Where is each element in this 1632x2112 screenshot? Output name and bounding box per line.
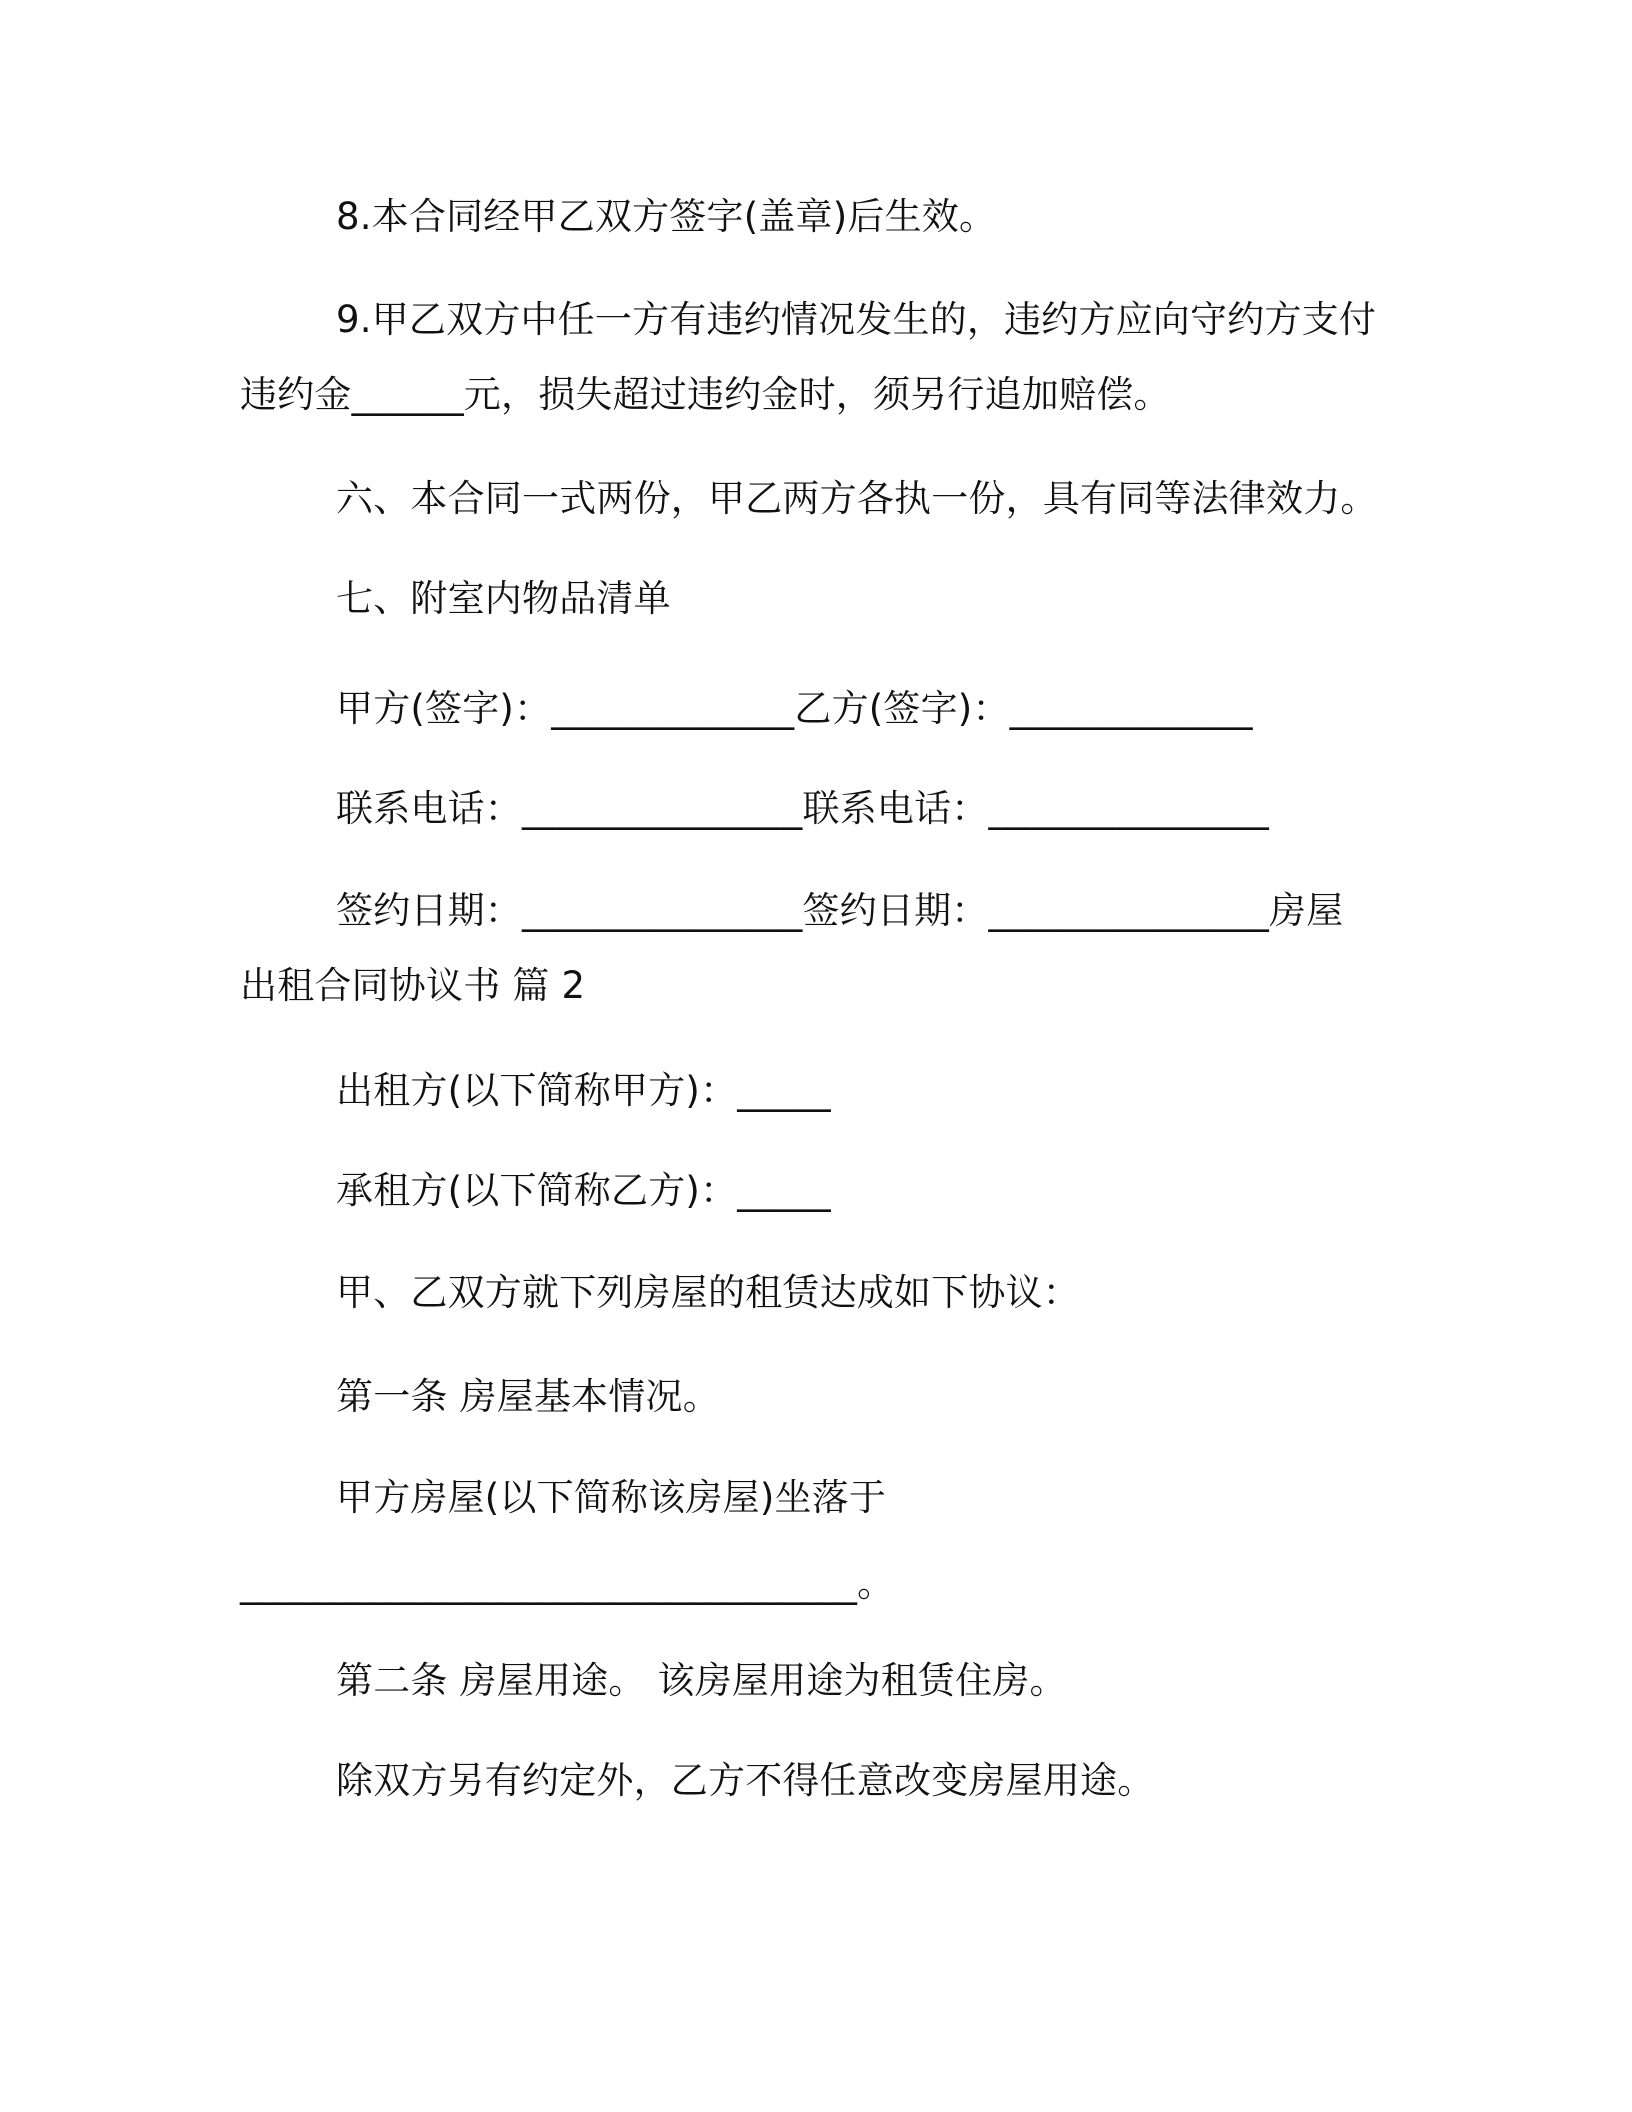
- phone-line: 联系电话：_______________联系电话：_______________: [336, 787, 1269, 830]
- article-1-title: 第一条 房屋基本情况。: [336, 1375, 720, 1418]
- clause-9-breach-line-1: 9.甲乙双方中任一方有违约情况发生的，违约方应向守约方支付: [336, 298, 1377, 341]
- section-7-inventory: 七、附室内物品清单: [336, 577, 671, 620]
- section-6-copies: 六、本合同一式两份，甲乙两方各执一份，具有同等法律效力。: [336, 477, 1378, 520]
- clause-9-breach-line-2: 违约金______元，损失超过违约金时，须另行追加赔偿。: [240, 373, 1171, 416]
- lessor-line: 出租方(以下简称甲方)：_____: [336, 1069, 831, 1112]
- clause-8-effective: 8.本合同经甲乙双方签字(盖章)后生效。: [336, 195, 997, 238]
- property-location-line-1: 甲方房屋(以下简称该房屋)坐落于: [336, 1476, 887, 1519]
- property-location-line-2: _________________________________。: [240, 1562, 895, 1605]
- section-title-part-2: 出租合同协议书 篇 2: [240, 964, 586, 1007]
- lessee-line: 承租方(以下简称乙方)：_____: [336, 1169, 831, 1212]
- signature-line: 甲方(签字)：_____________乙方(签字)：_____________: [336, 687, 1253, 730]
- article-2-purpose: 第二条 房屋用途。 该房屋用途为租赁住房。: [336, 1659, 1067, 1702]
- purpose-restriction: 除双方另有约定外，乙方不得任意改变房屋用途。: [336, 1759, 1155, 1802]
- date-line: 签约日期：_______________签约日期：_______________房屋: [336, 889, 1344, 932]
- agreement-intro: 甲、乙双方就下列房屋的租赁达成如下协议：: [336, 1271, 1080, 1314]
